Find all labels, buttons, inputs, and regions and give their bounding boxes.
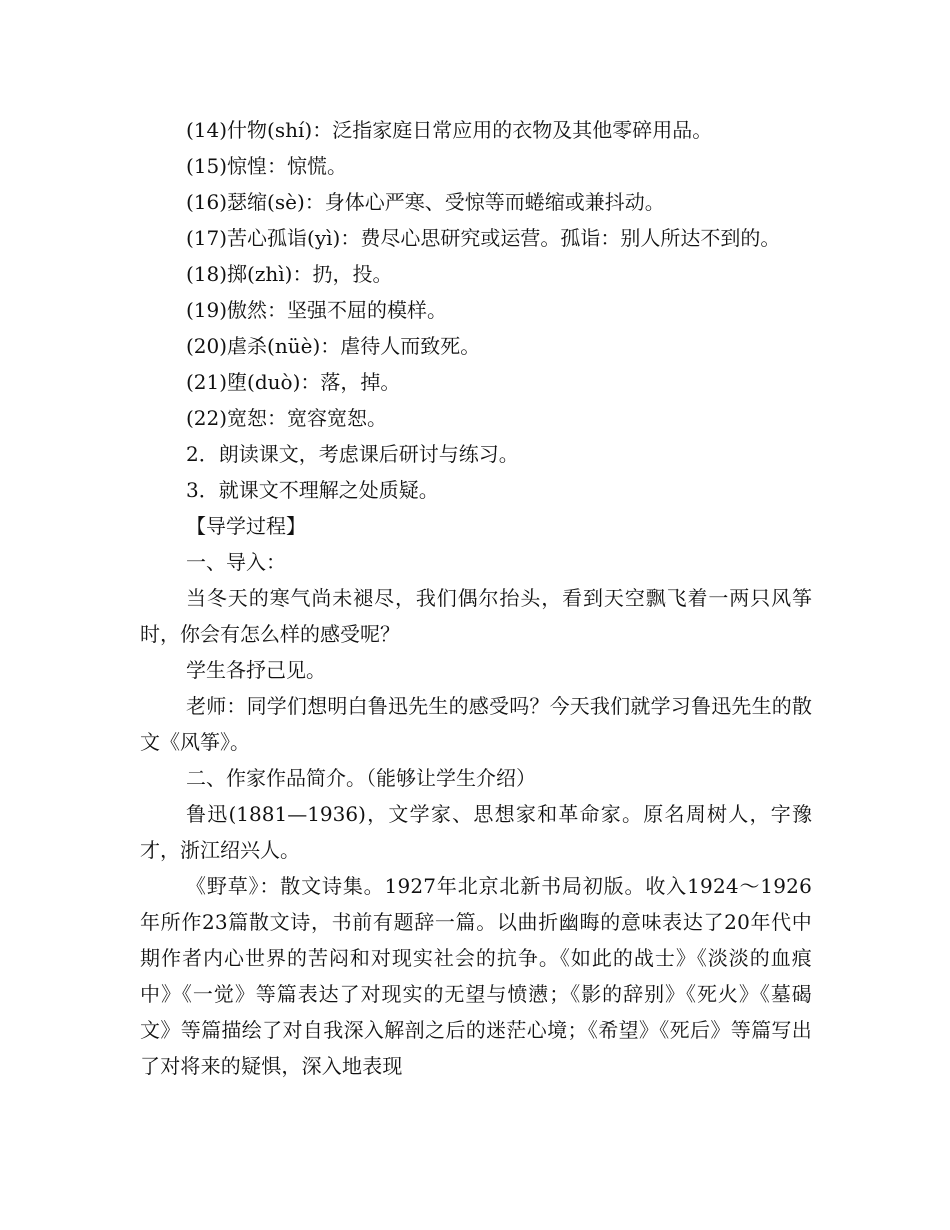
annotation-19: (19)傲然：坚强不屈的模样。 <box>186 298 448 322</box>
preview-task-2: 2．朗读课文，考虑课后研讨与练习。 <box>186 442 519 466</box>
annotation-14: (14)什物(shí)：泛指家庭日常应用的衣物及其他零碎用品。 <box>186 118 713 142</box>
annotation-22: (22)宽恕：宽容宽恕。 <box>186 406 388 430</box>
intro-question: 当冬天的寒气尚未褪尽，我们偶尔抬头，看到天空飘飞着一两只风筝时，你会有怎么样的感受呢？ <box>140 586 812 646</box>
annotation-17: (17)苦心孤诣(yì)：费尽心思研究或运营。孤诣：别人所达不到的。 <box>186 226 781 250</box>
section-heading-guided-process: 【导学过程】 <box>186 514 306 538</box>
preview-task-3: 3．就课文不理解之处质疑。 <box>186 478 439 502</box>
annotation-21: (21)堕(duò)：落，掉。 <box>186 370 401 394</box>
annotation-20: (20)虐杀(nüè)：虐待人而致死。 <box>186 334 481 358</box>
annotation-18: (18)掷(zhì)：扔，投。 <box>186 262 393 286</box>
teacher-remark: 老师：同学们想明白鲁迅先生的感受吗？今天我们就学习鲁迅先生的散文《风筝》。 <box>140 694 812 754</box>
subheading-introduction: 一、导入： <box>186 550 286 574</box>
student-response: 学生各抒己见。 <box>186 658 326 682</box>
author-bio: 鲁迅(1881—1936)，文学家、思想家和革命家。原名周树人，字豫才，浙江绍兴人。 <box>140 802 812 862</box>
annotation-16: (16)瑟缩(sè)：身体心严寒、受惊等而蜷缩或兼抖动。 <box>186 190 665 214</box>
document-body <box>140 112 812 1084</box>
subheading-author-works: 二、作家作品简介。（能够让学生介绍） <box>186 766 536 790</box>
work-description-yecao: 《野草》：散文诗集。1927年北京北新书局初版。收入1924～1926年所作23篇散文诗，书前有题辞一篇。以曲折幽晦的意味表达了20年代中期作者内心世界的苦闷和对现实社会的抗争。《如此的战士》《淡淡的血痕中》《一觉》等篇表达了对现实的无望与愤懑；《影的辞别》《死火》《墓碣文》等篇描绘了对自我深入解剖之后的迷茫心境；《希望》《死后》等篇写出了对将来的疑惧，深入地表现 <box>140 874 812 1078</box>
annotation-15: (15)惊惶：惊慌。 <box>186 154 348 178</box>
